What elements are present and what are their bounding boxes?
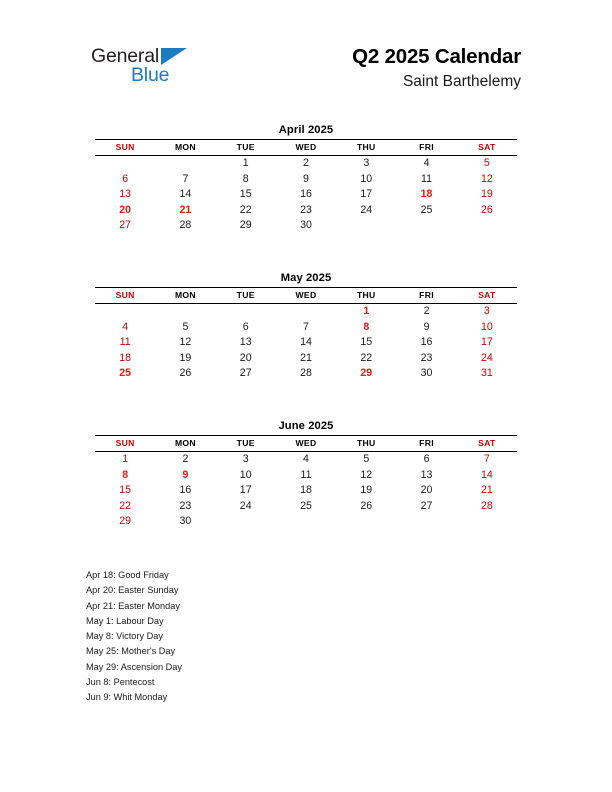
calendar-body [95,304,517,382]
calendar-day-cell[interactable]: 20 [420,484,433,497]
calendar-day-cell[interactable]: 12 [480,172,493,185]
calendar-day-cell[interactable]: 11 [119,336,131,349]
weekday-header-thu: THU [336,288,396,304]
calendar-day-cell[interactable]: 20 [119,203,132,216]
calendar-day-cell[interactable]: 27 [420,499,433,512]
calendar-day-cell[interactable]: 28 [179,219,192,232]
calendar-day-cell[interactable]: 18 [300,484,312,497]
calendar-day-cell[interactable]: 6 [122,172,129,185]
calendar-day-cell[interactable]: 21 [300,351,312,364]
calendar-day-cell[interactable]: 31 [480,367,493,380]
calendar-day-cell[interactable]: 24 [480,351,493,364]
calendar-body [95,156,517,234]
weekday-header-mon: MON [155,288,215,304]
calendar-day-cell[interactable]: 16 [420,336,433,349]
month-block-may [95,271,517,382]
calendar-week-row [95,366,517,382]
calendar-day-cell[interactable]: 25 [420,203,433,216]
weekday-header-fri: FRI [396,436,456,452]
calendar-day-cell[interactable]: 23 [300,203,312,216]
weekday-header-mon: MON [155,140,215,156]
page-title: Q2 2025 Calendar [352,45,521,68]
calendar-day-cell[interactable]: 1 [363,305,370,317]
calendar-day-cell[interactable]: 25 [119,367,132,380]
calendar-day-cell[interactable]: 11 [421,172,433,185]
calendar-day-cell[interactable]: 15 [119,484,132,497]
title-block [352,44,521,92]
calendar-day-cell[interactable]: 1 [122,453,129,465]
calendar-header-row [95,288,517,304]
general-blue-logo [91,47,211,97]
calendar-day-cell[interactable]: 15 [360,336,373,349]
calendar-day-cell[interactable]: 4 [423,157,430,169]
calendar-day-cell[interactable]: 6 [423,453,430,465]
calendar-day-cell[interactable]: 25 [300,499,312,512]
calendar-day-cell[interactable]: 20 [239,351,252,364]
calendar-day-cell[interactable]: 18 [420,188,433,201]
calendar-day-cell[interactable]: 16 [179,484,192,497]
calendar-day-cell-empty [155,156,215,172]
calendar-day-cell[interactable]: 13 [420,468,433,481]
calendar-day-cell[interactable]: 12 [360,468,373,481]
calendar-day-cell[interactable]: 16 [300,188,312,201]
calendar-day-cell[interactable]: 8 [122,468,129,481]
weekday-header-thu: THU [336,140,396,156]
calendar-day-cell-empty [216,514,276,530]
calendar-day-cell[interactable]: 30 [300,219,312,232]
calendar-day-cell[interactable]: 9 [423,320,430,333]
month-title: June 2025 [278,420,334,432]
calendar-day-cell[interactable]: 17 [239,484,252,497]
calendar-day-cell[interactable]: 4 [303,453,309,465]
holiday-list-item: Apr 21: Easter Monday [86,600,180,611]
weekday-header-thu: THU [336,436,396,452]
calendar-day-cell[interactable]: 23 [179,499,192,512]
logo-text-general: General [91,45,159,67]
calendar-day-cell[interactable]: 28 [300,367,312,380]
calendar-week-row [95,320,517,336]
calendar-week-row [95,351,517,367]
calendar-day-cell[interactable]: 13 [119,188,132,201]
calendar-day-cell[interactable]: 24 [360,203,373,216]
calendar-day-cell-empty [216,304,276,320]
calendar-day-cell[interactable]: 14 [480,468,493,481]
calendar-day-cell[interactable]: 28 [480,499,493,512]
calendar-day-cell[interactable]: 30 [179,515,192,528]
calendar-week-row [95,335,517,351]
calendar-week-row [95,187,517,203]
calendar-day-cell-empty [276,514,336,530]
calendar-day-cell[interactable]: 13 [239,336,252,349]
weekday-header-tue: TUE [216,140,276,156]
calendar-week-row [95,483,517,499]
calendar-week-row [95,304,517,320]
weekday-header-sat: SAT [457,140,517,156]
calendar-day-cell[interactable]: 29 [360,367,373,380]
holiday-list [86,568,526,706]
holiday-list-item: Jun 9: Whit Monday [86,692,168,703]
calendar-day-cell[interactable]: 19 [480,188,493,201]
weekday-header-tue: TUE [216,436,276,452]
calendar-day-cell[interactable]: 2 [423,305,430,317]
calendar-day-cell[interactable]: 1 [242,157,249,169]
holiday-list-item: Jun 8: Pentecost [86,677,155,688]
holiday-list-item: Apr 20: Easter Sunday [86,585,179,596]
calendar-week-row [95,452,517,468]
calendar-day-cell[interactable]: 30 [420,367,433,380]
calendar-day-cell[interactable]: 19 [360,484,373,497]
calendar-day-cell[interactable]: 17 [480,336,493,349]
calendar-day-cell[interactable]: 3 [242,453,249,465]
holiday-list-item: Apr 18: Good Friday [86,570,169,580]
calendar-day-cell[interactable]: 6 [242,320,249,333]
calendar-day-cell[interactable]: 10 [480,320,493,333]
calendar-body [95,452,517,530]
calendar-day-cell[interactable]: 3 [363,157,370,169]
page-subtitle: Saint Barthelemy [402,72,521,90]
weekday-header-fri: FRI [396,288,456,304]
calendar-day-cell[interactable]: 10 [360,172,373,185]
calendar-table [95,287,517,382]
calendar-day-cell[interactable]: 4 [122,320,129,333]
calendar-day-cell-empty [396,514,456,530]
page-header [0,44,612,106]
calendar-day-cell[interactable]: 26 [179,367,192,380]
calendar-day-cell[interactable]: 8 [363,320,370,333]
calendar-day-cell[interactable]: 22 [239,203,252,216]
holiday-list-item: May 1: Labour Day [86,615,164,626]
calendar-day-cell-empty [396,218,456,234]
weekday-header-wed: WED [276,140,336,156]
calendar-day-cell[interactable]: 21 [480,484,493,497]
calendar-day-cell[interactable]: 14 [179,188,192,201]
holiday-list-item: May 8: Victory Day [86,631,163,642]
month-block-june [95,419,517,530]
calendar-day-cell-empty [457,514,517,530]
calendar-day-cell-empty [155,304,215,320]
calendar-week-row [95,468,517,484]
calendar-day-cell[interactable]: 3 [483,305,490,317]
logo-triangle-icon [161,48,187,65]
calendar-day-cell[interactable]: 11 [300,468,312,481]
calendar-day-cell[interactable]: 2 [303,157,309,169]
calendar-day-cell[interactable]: 9 [182,468,189,481]
calendar-day-cell[interactable]: 26 [360,499,373,512]
calendar-day-cell[interactable]: 22 [360,351,373,364]
calendar-header-row [95,140,517,156]
calendar-table [95,435,517,530]
calendar-table [95,139,517,234]
weekday-header-sun: SUN [95,140,155,156]
calendar-day-cell[interactable]: 8 [242,172,249,185]
calendar-day-cell[interactable]: 2 [182,453,189,465]
month-title: May 2025 [280,272,332,284]
calendar-day-cell[interactable]: 24 [239,499,252,512]
calendar-week-row [95,172,517,188]
logo-text-blue: Blue [131,64,170,86]
weekday-header-mon: MON [155,436,215,452]
calendar-day-cell[interactable]: 5 [483,157,490,169]
calendar-day-cell[interactable]: 27 [239,367,252,380]
weekday-header-sun: SUN [95,436,155,452]
calendar-week-row [95,218,517,234]
holiday-list-item: May 25: Mother's Day [86,646,176,657]
calendar-day-cell[interactable]: 7 [483,453,490,465]
calendar-day-cell[interactable]: 19 [179,351,192,364]
calendar-week-row [95,499,517,515]
weekday-header-wed: WED [276,436,336,452]
calendar-day-cell[interactable]: 18 [119,351,132,364]
weekday-header-sat: SAT [457,288,517,304]
calendar-week-row [95,156,517,172]
calendar-day-cell[interactable]: 10 [239,468,252,481]
calendar-day-cell[interactable]: 29 [239,219,252,232]
calendar-day-cell[interactable]: 7 [182,172,189,185]
calendar-day-cell[interactable]: 12 [179,336,192,349]
calendar-day-cell[interactable]: 26 [480,203,493,216]
calendar-header-row [95,436,517,452]
calendar-day-cell[interactable]: 23 [420,351,433,364]
calendar-day-cell[interactable]: 5 [363,453,370,465]
weekday-header-fri: FRI [396,140,456,156]
calendar-day-cell-empty [457,218,517,234]
calendar-day-cell[interactable]: 9 [303,172,309,185]
calendar-day-cell-empty [336,218,396,234]
calendar-week-row [95,203,517,219]
holiday-list-item: May 29: Ascension Day [86,661,183,672]
calendar-day-cell[interactable]: 15 [239,188,252,201]
weekday-header-tue: TUE [216,288,276,304]
calendar-day-cell[interactable]: 29 [119,515,132,528]
calendar-day-cell-empty [95,156,155,172]
calendar-day-cell[interactable]: 22 [119,499,132,512]
month-title: April 2025 [278,124,334,136]
month-block-april [95,123,517,234]
calendar-week-row [95,514,517,530]
calendar-day-cell-empty [336,514,396,530]
calendar-day-cell-empty [276,304,336,320]
weekday-header-sun: SUN [95,288,155,304]
calendar-day-cell[interactable]: 14 [300,336,312,349]
calendar-day-cell[interactable]: 5 [182,320,189,333]
calendar-day-cell[interactable]: 7 [303,320,309,333]
calendar-day-cell[interactable]: 27 [119,219,132,232]
weekday-header-wed: WED [276,288,336,304]
calendar-day-cell-empty [95,304,155,320]
calendar-day-cell[interactable]: 17 [360,188,373,201]
weekday-header-sat: SAT [457,436,517,452]
calendar-day-cell[interactable]: 21 [179,203,192,216]
